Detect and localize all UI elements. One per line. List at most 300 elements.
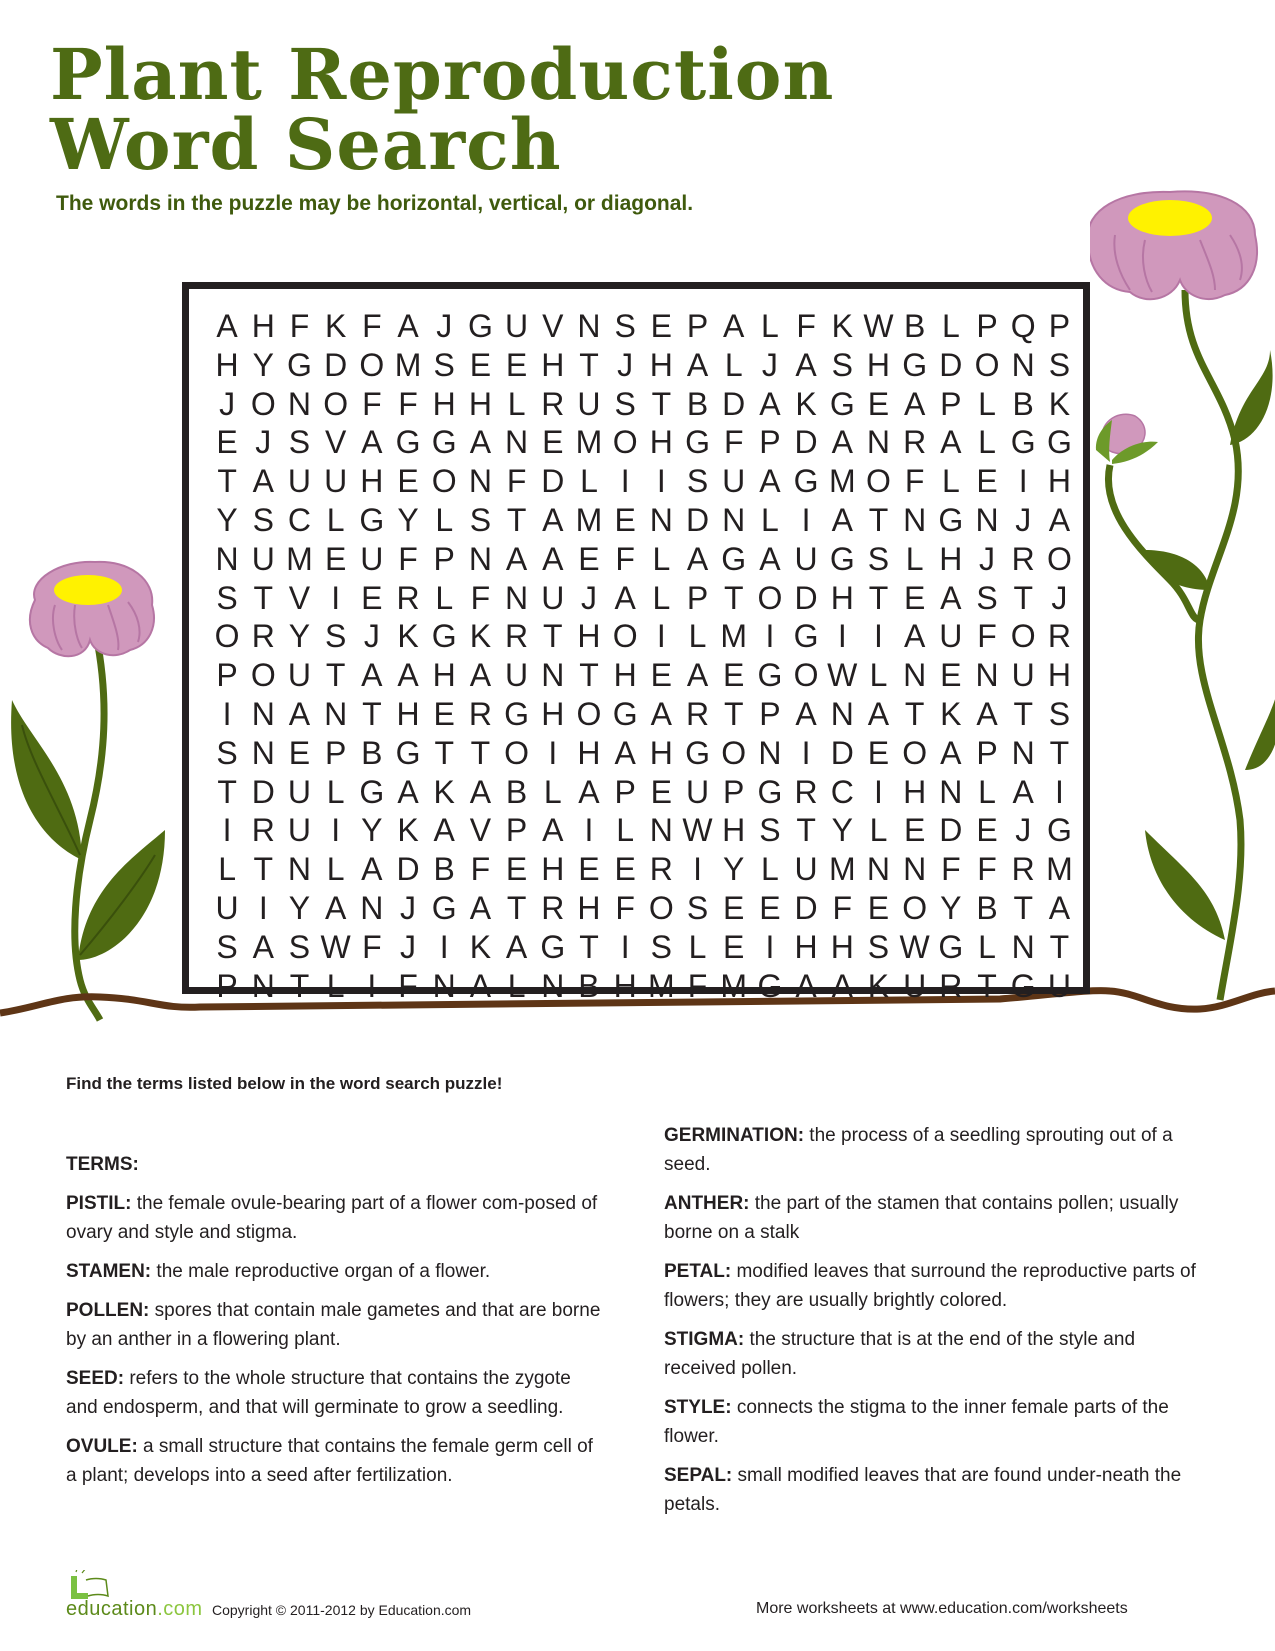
more-worksheets-link[interactable]: More worksheets at www.education.com/worksheets: [756, 1600, 1128, 1617]
grid-letter[interactable]: L: [978, 424, 996, 461]
grid-letter[interactable]: G: [431, 889, 457, 926]
grid-letter[interactable]: L: [218, 851, 236, 888]
grid-letter[interactable]: G: [540, 928, 566, 965]
grid-letter[interactable]: J: [255, 424, 272, 461]
grid-letter[interactable]: A: [252, 463, 274, 500]
grid-letter[interactable]: H: [215, 346, 239, 383]
grid-letter[interactable]: U: [685, 773, 710, 810]
grid-letter[interactable]: H: [251, 308, 275, 344]
grid-letter[interactable]: S: [433, 346, 455, 383]
grid-letter[interactable]: O: [1046, 540, 1072, 577]
grid-letter[interactable]: A: [795, 346, 817, 383]
grid-letter[interactable]: N: [903, 501, 927, 538]
grid-letter[interactable]: N: [975, 657, 999, 694]
grid-letter[interactable]: N: [324, 695, 348, 732]
grid-letter[interactable]: H: [541, 346, 565, 383]
grid-letter[interactable]: N: [287, 385, 312, 422]
grid-letter[interactable]: E: [469, 346, 492, 383]
grid-letter[interactable]: R: [1011, 851, 1035, 888]
grid-letter[interactable]: W: [682, 812, 713, 849]
grid-letter[interactable]: I: [765, 618, 775, 655]
grid-letter[interactable]: J: [580, 579, 597, 616]
grid-letter[interactable]: S: [867, 928, 890, 965]
grid-letter[interactable]: L: [326, 851, 345, 888]
grid-letter[interactable]: T: [1013, 695, 1033, 732]
grid-letter[interactable]: F: [615, 540, 635, 577]
grid-letter[interactable]: G: [431, 618, 457, 655]
grid-letter[interactable]: N: [866, 424, 891, 461]
grid-letter[interactable]: L: [941, 308, 960, 344]
grid-letter[interactable]: G: [721, 540, 747, 577]
grid-letter[interactable]: J: [363, 618, 380, 655]
grid-letter[interactable]: G: [612, 695, 638, 732]
grid-letter[interactable]: L: [652, 540, 671, 577]
grid-letter[interactable]: M: [394, 346, 422, 383]
grid-letter[interactable]: F: [977, 851, 997, 888]
grid-letter[interactable]: D: [939, 812, 963, 849]
grid-letter[interactable]: A: [831, 424, 853, 461]
grid-letter[interactable]: N: [1011, 928, 1035, 965]
grid-letter[interactable]: A: [469, 889, 492, 926]
grid-letter[interactable]: J: [1015, 812, 1032, 849]
grid-letter[interactable]: A: [903, 385, 926, 422]
grid-letter[interactable]: I: [801, 501, 811, 538]
grid-letter[interactable]: E: [505, 346, 528, 383]
grid-letter[interactable]: U: [577, 385, 601, 422]
grid-letter[interactable]: S: [614, 385, 636, 422]
grid-letter[interactable]: A: [759, 463, 781, 500]
grid-letter[interactable]: G: [685, 424, 710, 461]
grid-letter[interactable]: U: [324, 463, 348, 500]
grid-letter[interactable]: G: [685, 734, 710, 771]
grid-letter[interactable]: M: [828, 463, 856, 500]
grid-letter[interactable]: E: [650, 308, 673, 344]
grid-letter[interactable]: B: [1012, 385, 1034, 422]
grid-letter[interactable]: A: [505, 928, 528, 965]
grid-letter[interactable]: S: [252, 501, 274, 538]
grid-letter[interactable]: I: [1054, 773, 1064, 810]
grid-letter[interactable]: E: [759, 889, 781, 926]
grid-letter[interactable]: A: [361, 851, 383, 888]
grid-letter[interactable]: K: [867, 967, 890, 1004]
grid-letter[interactable]: O: [214, 618, 240, 655]
grid-letter[interactable]: M: [286, 540, 313, 577]
grid-letter[interactable]: G: [395, 734, 421, 771]
grid-letter[interactable]: F: [398, 385, 418, 422]
grid-letter[interactable]: A: [397, 773, 419, 810]
grid-letter[interactable]: A: [469, 424, 492, 461]
grid-letter[interactable]: K: [795, 385, 817, 422]
grid-letter[interactable]: G: [757, 967, 783, 1004]
grid-letter[interactable]: T: [253, 851, 274, 888]
grid-letter[interactable]: N: [903, 657, 927, 694]
grid-letter[interactable]: O: [431, 463, 457, 500]
grid-letter[interactable]: F: [362, 308, 382, 344]
grid-letter[interactable]: A: [542, 540, 564, 577]
grid-letter[interactable]: J: [1015, 501, 1032, 538]
grid-letter[interactable]: Q: [1010, 308, 1036, 344]
grid-letter[interactable]: L: [761, 308, 779, 344]
grid-letter[interactable]: M: [575, 501, 603, 538]
grid-letter[interactable]: P: [505, 812, 528, 849]
grid-letter[interactable]: L: [688, 928, 707, 965]
grid-letter[interactable]: R: [903, 424, 927, 461]
grid-letter[interactable]: J: [617, 346, 634, 383]
grid-letter[interactable]: F: [941, 851, 961, 888]
grid-letter[interactable]: A: [614, 579, 636, 616]
grid-letter[interactable]: O: [612, 424, 638, 461]
grid-letter[interactable]: H: [1047, 463, 1071, 500]
grid-letter[interactable]: V: [469, 812, 492, 849]
grid-letter[interactable]: M: [828, 851, 856, 888]
grid-letter[interactable]: R: [541, 385, 565, 422]
grid-letter[interactable]: A: [216, 308, 238, 344]
grid-letter[interactable]: I: [331, 812, 341, 849]
grid-letter[interactable]: G: [757, 657, 783, 694]
grid-letter[interactable]: W: [827, 657, 858, 694]
grid-letter[interactable]: J: [979, 540, 996, 577]
grid-letter[interactable]: I: [258, 889, 268, 926]
grid-letter[interactable]: H: [468, 385, 492, 422]
grid-letter[interactable]: D: [939, 346, 963, 383]
grid-letter[interactable]: Y: [397, 501, 419, 538]
grid-letter[interactable]: A: [505, 540, 528, 577]
grid-letter[interactable]: G: [829, 540, 855, 577]
grid-letter[interactable]: A: [542, 501, 564, 538]
grid-letter[interactable]: A: [1012, 773, 1034, 810]
grid-letter[interactable]: U: [360, 540, 384, 577]
grid-letter[interactable]: G: [1046, 812, 1072, 849]
grid-letter[interactable]: E: [288, 734, 311, 771]
grid-letter[interactable]: A: [940, 579, 962, 616]
grid-letter[interactable]: T: [325, 657, 346, 694]
grid-letter[interactable]: I: [548, 734, 558, 771]
grid-letter[interactable]: B: [433, 851, 455, 888]
grid-letter[interactable]: A: [397, 657, 419, 694]
grid-letter[interactable]: F: [470, 579, 491, 616]
grid-letter[interactable]: B: [361, 734, 383, 771]
grid-letter[interactable]: P: [1048, 308, 1071, 344]
grid-letter[interactable]: H: [1047, 657, 1071, 694]
grid-letter[interactable]: N: [432, 967, 456, 1004]
grid-letter[interactable]: O: [612, 618, 638, 655]
grid-letter[interactable]: G: [938, 928, 964, 965]
grid-letter[interactable]: N: [251, 967, 275, 1004]
grid-letter[interactable]: F: [615, 889, 635, 926]
grid-letter[interactable]: V: [542, 308, 564, 344]
grid-letter[interactable]: E: [903, 812, 926, 849]
grid-letter[interactable]: N: [541, 967, 565, 1004]
grid-letter[interactable]: N: [505, 424, 529, 461]
grid-letter[interactable]: H: [830, 928, 854, 965]
grid-letter[interactable]: G: [359, 501, 385, 538]
grid-letter[interactable]: E: [433, 695, 455, 732]
grid-letter[interactable]: R: [251, 812, 275, 849]
grid-letter[interactable]: E: [578, 540, 600, 577]
grid-letter[interactable]: B: [578, 967, 600, 1004]
grid-letter[interactable]: E: [397, 463, 419, 500]
grid-letter[interactable]: O: [504, 734, 530, 771]
grid-letter[interactable]: F: [723, 424, 744, 461]
grid-letter[interactable]: U: [505, 308, 529, 344]
grid-letter[interactable]: G: [938, 501, 964, 538]
grid-letter[interactable]: L: [941, 463, 960, 500]
grid-letter[interactable]: I: [801, 734, 811, 771]
grid-letter[interactable]: L: [652, 579, 671, 616]
grid-letter[interactable]: A: [469, 657, 492, 694]
grid-letter[interactable]: K: [397, 812, 419, 849]
grid-letter[interactable]: E: [903, 579, 926, 616]
grid-letter[interactable]: P: [759, 695, 781, 732]
grid-letter[interactable]: A: [1048, 889, 1071, 926]
grid-letter[interactable]: P: [940, 385, 962, 422]
grid-letter[interactable]: R: [468, 695, 492, 732]
grid-letter[interactable]: N: [215, 540, 239, 577]
grid-letter[interactable]: H: [613, 657, 637, 694]
grid-letter[interactable]: T: [434, 734, 454, 771]
grid-letter[interactable]: L: [507, 385, 526, 422]
grid-letter[interactable]: I: [222, 695, 232, 732]
grid-letter[interactable]: O: [359, 346, 385, 383]
grid-letter[interactable]: G: [757, 773, 783, 810]
grid-letter[interactable]: L: [978, 773, 996, 810]
grid-letter[interactable]: A: [361, 424, 383, 461]
grid-letter[interactable]: I: [584, 812, 594, 849]
grid-letter[interactable]: O: [250, 385, 276, 422]
grid-letter[interactable]: L: [543, 773, 562, 810]
grid-letter[interactable]: L: [326, 773, 345, 810]
grid-letter[interactable]: J: [400, 889, 417, 926]
grid-letter[interactable]: H: [649, 734, 673, 771]
grid-letter[interactable]: I: [693, 851, 702, 888]
grid-letter[interactable]: V: [288, 579, 311, 616]
grid-letter[interactable]: A: [686, 657, 709, 694]
grid-letter[interactable]: E: [650, 773, 673, 810]
grid-letter[interactable]: A: [397, 308, 419, 344]
grid-letter[interactable]: N: [975, 501, 999, 538]
grid-letter[interactable]: Y: [252, 346, 274, 383]
grid-letter[interactable]: U: [287, 657, 312, 694]
grid-letter[interactable]: U: [287, 463, 312, 500]
grid-letter[interactable]: L: [507, 967, 526, 1004]
grid-letter[interactable]: H: [360, 463, 384, 500]
grid-letter[interactable]: H: [613, 967, 637, 1004]
grid-letter[interactable]: U: [1047, 967, 1071, 1004]
grid-letter[interactable]: H: [577, 618, 601, 655]
grid-letter[interactable]: F: [470, 851, 491, 888]
grid-letter[interactable]: S: [216, 579, 238, 616]
grid-letter[interactable]: A: [469, 967, 492, 1004]
grid-letter[interactable]: W: [899, 928, 930, 965]
grid-letter[interactable]: I: [874, 773, 883, 810]
grid-letter[interactable]: R: [251, 618, 275, 655]
grid-letter[interactable]: O: [576, 695, 602, 732]
grid-letter[interactable]: T: [1013, 889, 1033, 926]
grid-letter[interactable]: F: [398, 967, 418, 1004]
grid-letter[interactable]: T: [977, 967, 997, 1004]
grid-letter[interactable]: P: [976, 308, 998, 344]
grid-letter[interactable]: K: [940, 695, 962, 732]
grid-letter[interactable]: N: [287, 851, 312, 888]
grid-letter[interactable]: N: [251, 734, 275, 771]
grid-letter[interactable]: K: [831, 308, 853, 344]
grid-letter[interactable]: O: [250, 657, 276, 694]
grid-letter[interactable]: T: [579, 346, 599, 383]
grid-letter[interactable]: O: [323, 385, 349, 422]
grid-letter[interactable]: A: [288, 695, 311, 732]
grid-letter[interactable]: G: [902, 346, 928, 383]
grid-letter[interactable]: L: [724, 346, 743, 383]
grid-letter[interactable]: O: [902, 889, 928, 926]
grid-letter[interactable]: E: [650, 657, 673, 694]
grid-letter[interactable]: D: [722, 385, 746, 422]
grid-letter[interactable]: U: [505, 657, 529, 694]
grid-letter[interactable]: R: [505, 618, 529, 655]
grid-letter[interactable]: N: [468, 463, 492, 500]
grid-letter[interactable]: M: [720, 967, 748, 1004]
grid-letter[interactable]: A: [1048, 501, 1071, 538]
grid-letter[interactable]: E: [867, 385, 890, 422]
grid-letter[interactable]: N: [1011, 346, 1035, 383]
education-brand[interactable]: [66, 1598, 203, 1621]
grid-letter[interactable]: L: [761, 851, 779, 888]
grid-letter[interactable]: R: [1011, 540, 1035, 577]
grid-letter[interactable]: E: [505, 851, 528, 888]
grid-letter[interactable]: P: [686, 308, 709, 344]
grid-letter[interactable]: S: [288, 424, 311, 461]
grid-letter[interactable]: U: [939, 618, 963, 655]
grid-letter[interactable]: D: [685, 501, 710, 538]
grid-letter[interactable]: S: [686, 463, 709, 500]
grid-letter[interactable]: N: [360, 889, 384, 926]
grid-letter[interactable]: H: [866, 346, 891, 383]
grid-letter[interactable]: R: [649, 851, 673, 888]
grid-letter[interactable]: S: [976, 579, 998, 616]
grid-letter[interactable]: A: [831, 501, 853, 538]
grid-letter[interactable]: F: [832, 889, 853, 926]
grid-letter[interactable]: H: [577, 889, 601, 926]
grid-letter[interactable]: O: [793, 657, 819, 694]
grid-letter[interactable]: E: [216, 424, 238, 461]
grid-letter[interactable]: H: [541, 695, 565, 732]
grid-letter[interactable]: D: [794, 579, 818, 616]
grid-letter[interactable]: J: [436, 308, 453, 344]
grid-letter[interactable]: I: [331, 579, 341, 616]
grid-letter[interactable]: A: [361, 657, 383, 694]
grid-letter[interactable]: U: [794, 540, 818, 577]
grid-letter[interactable]: A: [940, 734, 962, 771]
grid-letter[interactable]: P: [216, 967, 238, 1004]
grid-letter[interactable]: H: [541, 851, 565, 888]
grid-letter[interactable]: U: [722, 463, 746, 500]
grid-letter[interactable]: M: [720, 618, 748, 655]
grid-letter[interactable]: A: [976, 695, 998, 732]
grid-letter[interactable]: H: [396, 695, 420, 732]
grid-letter[interactable]: U: [287, 812, 312, 849]
grid-letter[interactable]: F: [362, 928, 382, 965]
grid-letter[interactable]: L: [326, 967, 345, 1004]
grid-letter[interactable]: A: [867, 695, 890, 732]
grid-letter[interactable]: N: [577, 308, 601, 344]
grid-letter[interactable]: O: [1010, 618, 1036, 655]
grid-letter[interactable]: I: [837, 618, 847, 655]
grid-letter[interactable]: Y: [940, 889, 962, 926]
grid-letter[interactable]: I: [367, 967, 377, 1004]
grid-letter[interactable]: G: [829, 385, 855, 422]
grid-letter[interactable]: G: [431, 424, 457, 461]
grid-letter[interactable]: A: [614, 734, 636, 771]
grid-letter[interactable]: A: [759, 540, 781, 577]
grid-letter[interactable]: U: [541, 579, 565, 616]
grid-letter[interactable]: D: [541, 463, 565, 500]
grid-letter[interactable]: J: [400, 928, 417, 965]
grid-letter[interactable]: N: [649, 501, 673, 538]
grid-letter[interactable]: S: [650, 928, 673, 965]
grid-letter[interactable]: H: [649, 346, 673, 383]
grid-letter[interactable]: A: [578, 773, 600, 810]
grid-letter[interactable]: M: [1046, 851, 1073, 888]
grid-letter[interactable]: L: [435, 579, 454, 616]
grid-letter[interactable]: A: [795, 695, 817, 732]
grid-letter[interactable]: S: [469, 501, 492, 538]
grid-letter[interactable]: E: [976, 463, 998, 500]
grid-letter[interactable]: K: [324, 308, 347, 344]
grid-letter[interactable]: T: [868, 501, 889, 538]
grid-letter[interactable]: H: [939, 540, 963, 577]
grid-letter[interactable]: A: [252, 928, 274, 965]
grid-letter[interactable]: G: [793, 618, 819, 655]
grid-letter[interactable]: F: [977, 618, 997, 655]
grid-letter[interactable]: E: [867, 889, 890, 926]
grid-letter[interactable]: B: [505, 773, 528, 810]
grid-letter[interactable]: D: [251, 773, 275, 810]
grid-letter[interactable]: F: [687, 967, 708, 1004]
grid-letter[interactable]: U: [1011, 657, 1035, 694]
grid-letter[interactable]: T: [723, 695, 744, 732]
grid-letter[interactable]: G: [395, 424, 421, 461]
grid-letter[interactable]: T: [217, 463, 237, 500]
grid-letter[interactable]: N: [468, 540, 492, 577]
grid-letter[interactable]: A: [903, 618, 926, 655]
grid-letter[interactable]: L: [869, 657, 888, 694]
grid-letter[interactable]: N: [758, 734, 782, 771]
grid-letter[interactable]: T: [904, 695, 925, 732]
grid-letter[interactable]: N: [866, 851, 891, 888]
grid-letter[interactable]: H: [722, 812, 746, 849]
grid-letter[interactable]: P: [723, 773, 745, 810]
grid-letter[interactable]: J: [761, 346, 778, 383]
grid-letter[interactable]: G: [359, 773, 385, 810]
grid-letter[interactable]: P: [324, 734, 347, 771]
grid-letter[interactable]: W: [320, 928, 351, 965]
grid-letter[interactable]: I: [656, 463, 666, 500]
grid-letter[interactable]: N: [251, 695, 275, 732]
grid-letter[interactable]: P: [686, 579, 709, 616]
grid-letter[interactable]: B: [903, 308, 926, 344]
grid-letter[interactable]: M: [575, 424, 603, 461]
grid-letter[interactable]: F: [796, 308, 816, 344]
grid-letter[interactable]: T: [362, 695, 382, 732]
grid-letter[interactable]: I: [620, 928, 630, 965]
grid-letter[interactable]: H: [903, 773, 927, 810]
grid-letter[interactable]: I: [765, 928, 775, 965]
grid-letter[interactable]: D: [794, 424, 818, 461]
grid-letter[interactable]: U: [903, 967, 927, 1004]
grid-letter[interactable]: J: [1051, 579, 1068, 616]
grid-letter[interactable]: P: [614, 773, 636, 810]
grid-letter[interactable]: I: [439, 928, 449, 965]
grid-letter[interactable]: C: [830, 773, 854, 810]
